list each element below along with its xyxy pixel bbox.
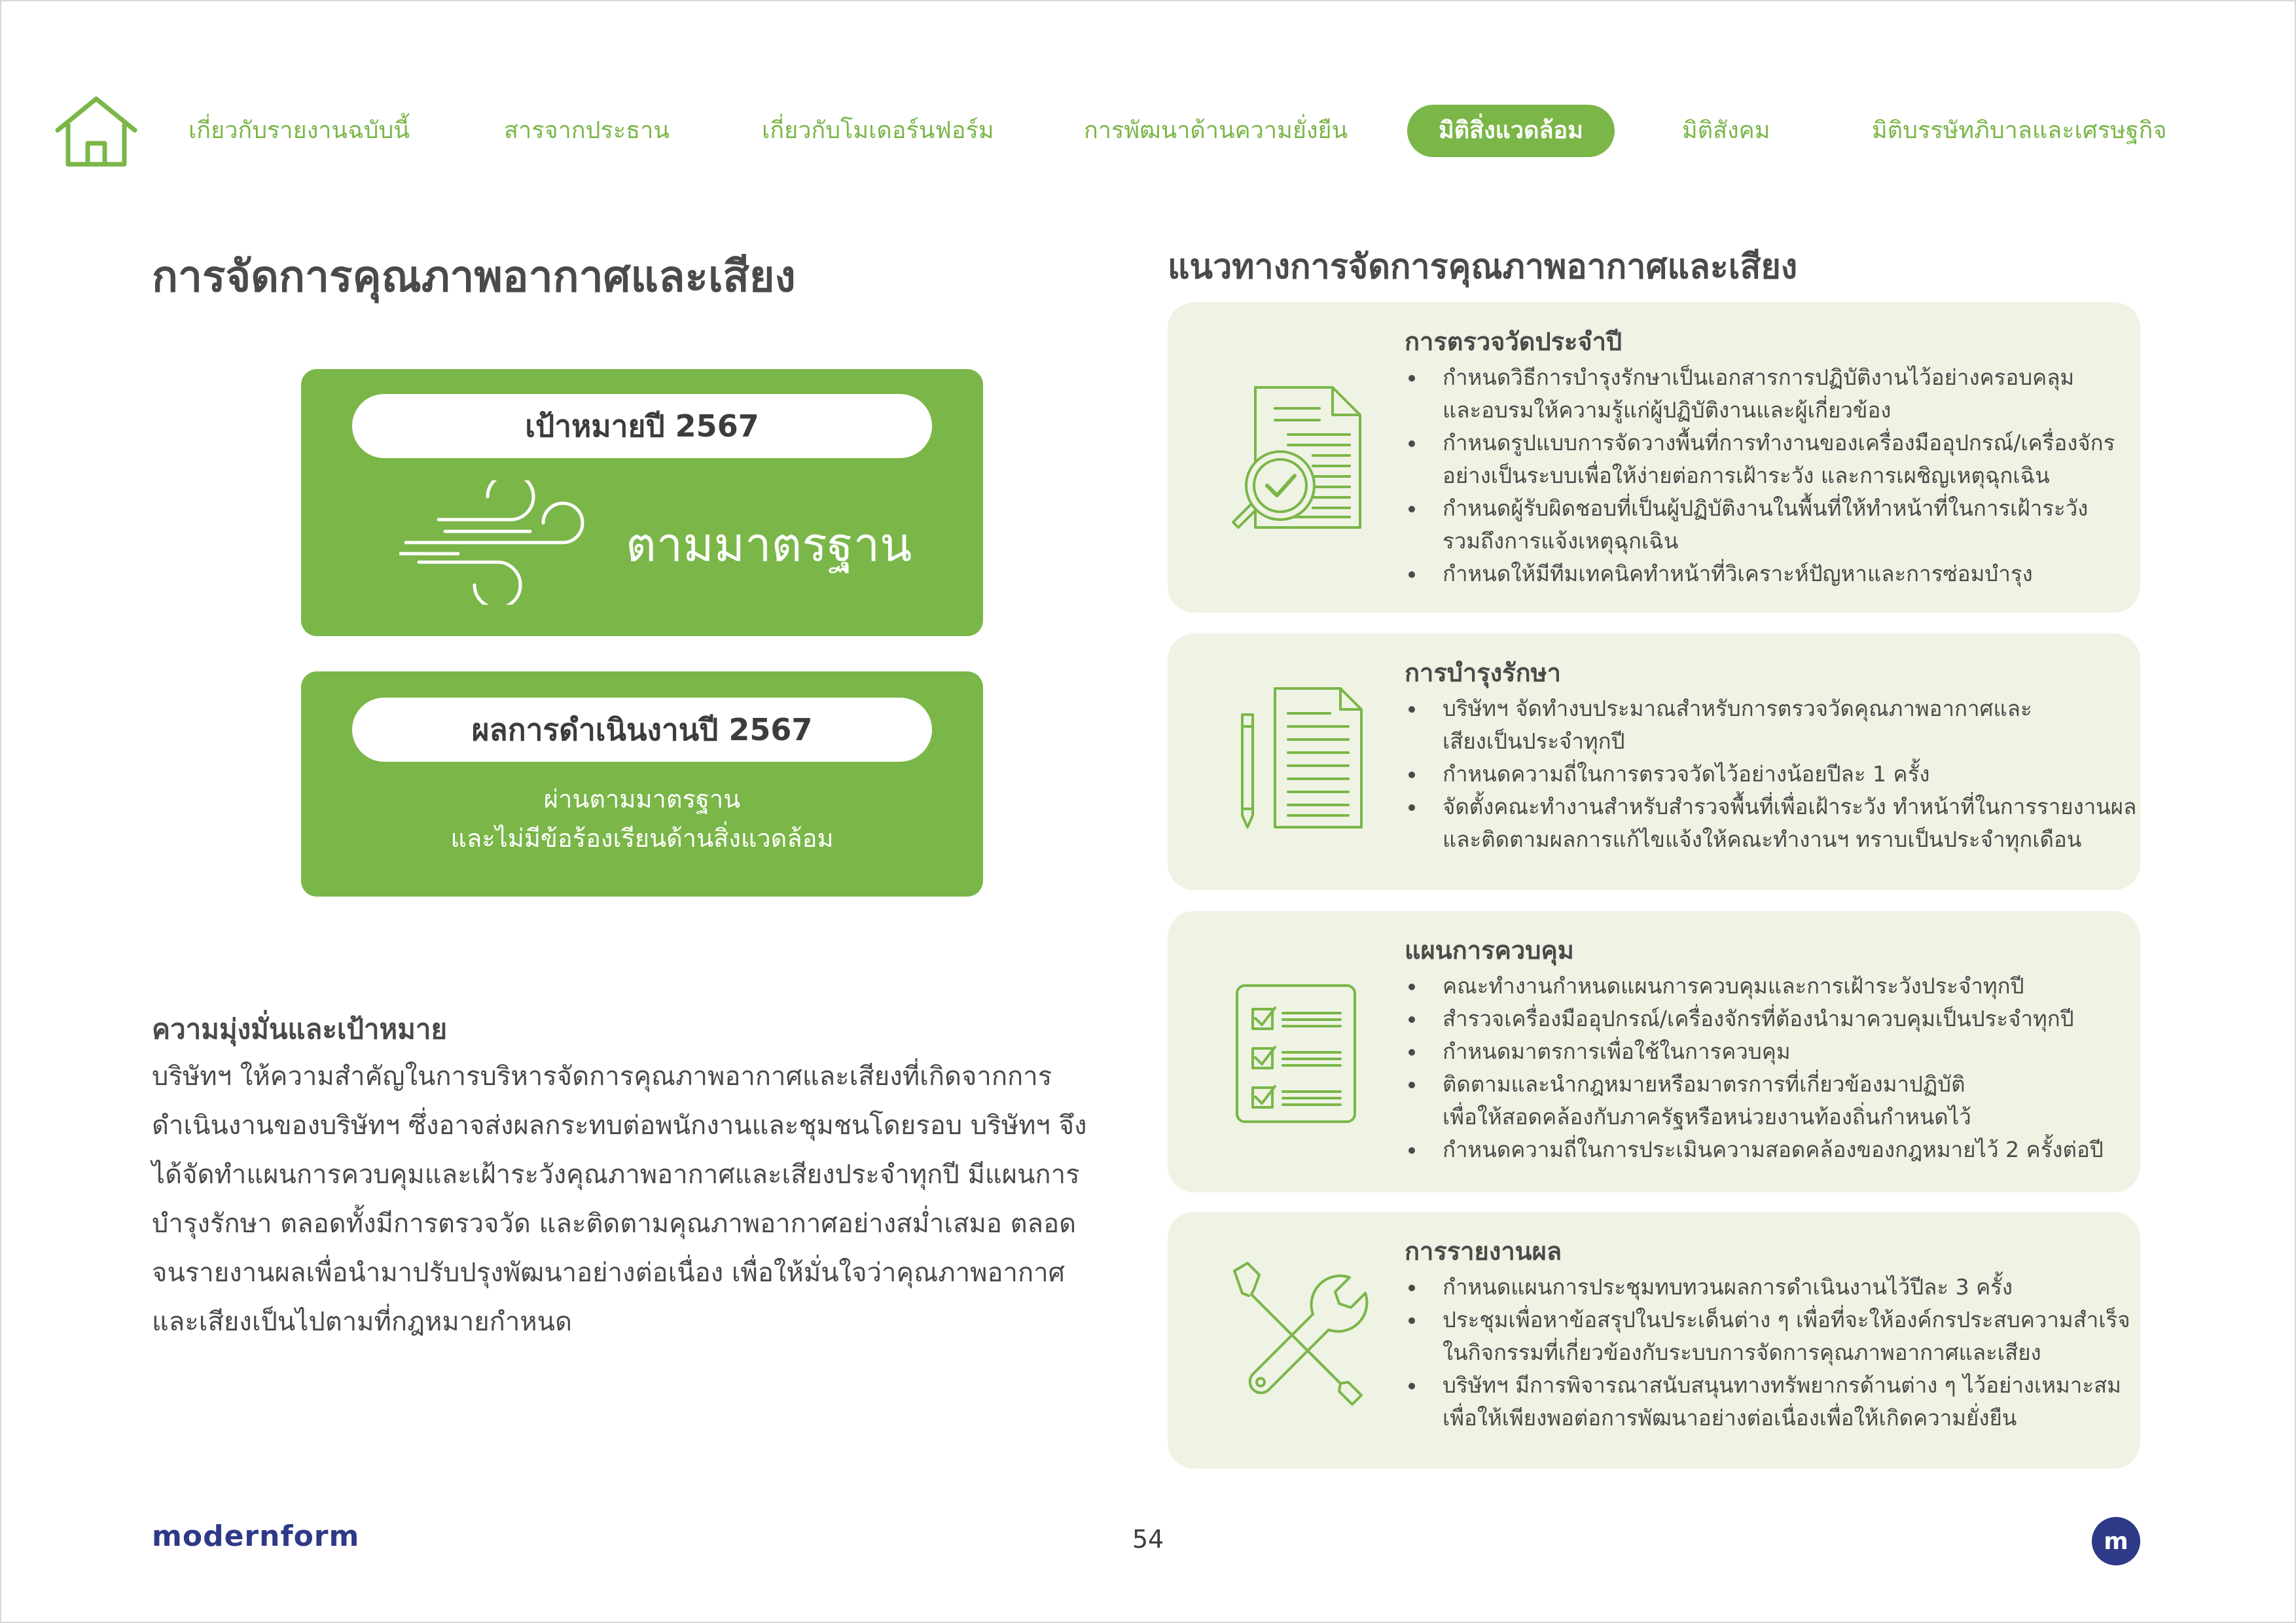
nav-item-environment[interactable]: มิติสิ่งแวดล้อม xyxy=(1407,105,1615,157)
guide-bullet: คณะทำงานกำหนดแผนการควบคุมและการเฝ้าระวังประจำทุกปี xyxy=(1405,970,2104,1003)
guide-bullet: กำหนดความถี่ในการประเมินความสอดคล้องของกฎหมายไว้ 2 ครั้งต่อปี xyxy=(1405,1133,2104,1166)
guidelines-title: แนวทางการจัดการคุณภาพอากาศและเสียง xyxy=(1168,247,1798,287)
commitment-line: ได้จัดทำแผนการควบคุมและเฝ้าระวังคุณภาพอากาศและเสียงประจำทุกปี มีแผนการ xyxy=(152,1160,1080,1190)
guide-card-annual-measurement xyxy=(1168,302,2140,613)
result-card xyxy=(301,671,983,897)
target-card xyxy=(301,369,983,636)
guide-heading: การตรวจวัดประจำปี xyxy=(1405,327,1623,356)
top-navigation xyxy=(0,105,2296,157)
guide-heading: แผนการควบคุม xyxy=(1405,936,1574,965)
guide-bullet: กำหนดวิธีการบำรุงรักษาเป็นเอกสารการปฏิบัติงานไว้อย่างครอบคลุม และอบรมให้ความรู้แก่ผู้ปฏิบัติงานและผู้เกี่ยวข้อง xyxy=(1405,361,2115,427)
tools-icon xyxy=(1215,1258,1372,1415)
logo-glyph: m xyxy=(2104,1528,2128,1555)
commitment-line: และเสียงเป็นไปตามที่กฎหมายกำหนด xyxy=(152,1307,572,1337)
guide-heading: การบำรุงรักษา xyxy=(1405,658,1561,687)
page-title: การจัดการคุณภาพอากาศและเสียง xyxy=(152,251,796,302)
checklist-icon xyxy=(1215,970,1372,1127)
target-value: ตามมาตรฐาน xyxy=(626,517,912,572)
guide-bullet: กำหนดความถี่ในการตรวจวัดไว้อย่างน้อยปีละ 1 ครั้ง xyxy=(1405,758,2136,791)
guide-bullet: กำหนดแผนการประชุมทบทวนผลการดำเนินงานไว้ปีละ 3 ครั้ง xyxy=(1405,1271,2130,1304)
guide-bullet: ประชุมเพื่อหาข้อสรุปในประเด็นต่าง ๆ เพื่อที่จะให้องค์กรประสบความสำเร็จ ในกิจกรรมที่เกี่ยวข้องกับระบบการจัดการคุณภาพอากาศและเสียง xyxy=(1405,1304,2130,1369)
guide-content xyxy=(1405,653,2136,856)
guide-bullet: กำหนดรูปแบบการจัดวางพื้นที่การทำงานของเครื่องมืออุปกรณ์/เครื่องจักร อย่างเป็นระบบเพื่อให้ง่ายต่อการเฝ้าระวัง และการเผชิญเหตุฉุกเฉิน xyxy=(1405,427,2115,492)
guide-card-control-plan xyxy=(1168,911,2140,1192)
guide-list xyxy=(1405,1271,2130,1435)
nav-item-about-report[interactable]: เกี่ยวกับรายงานฉบับนี้ xyxy=(188,117,410,144)
brand-logo-text: modernform xyxy=(152,1520,360,1553)
guide-list xyxy=(1405,361,2115,590)
result-line-2: และไม่มีข้อร้องเรียนด้านสิ่งแวดล้อม xyxy=(450,824,834,853)
guide-card-reporting xyxy=(1168,1212,2140,1469)
commitment-line: บำรุงรักษา ตลอดทั้งมีการตรวจวัด และติดตามคุณภาพอากาศอย่างสม่ำเสมอ ตลอด xyxy=(152,1209,1077,1239)
result-card-label: ผลการดำเนินงานปี 2567 xyxy=(352,698,932,762)
guide-bullet: กำหนดผู้รับผิดชอบที่เป็นผู้ปฏิบัติงานในพื้นที่ให้ทำหน้าที่ในการเฝ้าระวัง รวมถึงการแจ้งเหตุฉุกเฉิน xyxy=(1405,492,2115,558)
guide-bullet: บริษัทฯ จัดทำงบประมาณสำหรับการตรวจวัดคุณภาพอากาศและ เสียงเป็นประจำทุกปี xyxy=(1405,692,2136,758)
guide-bullet: บริษัทฯ มีการพิจารณาสนับสนุนทางทรัพยากรด้านต่าง ๆ ไว้อย่างเหมาะสม เพื่อให้เพียงพอต่อการพัฒนาอย่างต่อเนื่องเพื่อให้เกิดความยั่งยืน xyxy=(1405,1369,2130,1435)
nav-item-social[interactable]: มิติสังคม xyxy=(1682,117,1770,144)
nav-item-about-modernform[interactable]: เกี่ยวกับโมเดอร์นฟอร์ม xyxy=(762,117,994,144)
page-number: 54 xyxy=(1132,1525,1164,1554)
nav-item-chairman-message[interactable]: สารจากประธาน xyxy=(504,117,670,144)
commitment-line: ดำเนินงานของบริษัทฯ ซึ่งอาจส่งผลกระทบต่อพนักงานและชุมชนโดยรอบ บริษัทฯ จึง xyxy=(152,1111,1087,1141)
guide-heading: การรายงานผล xyxy=(1405,1237,1562,1266)
wind-icon xyxy=(399,480,596,605)
nav-item-governance-economy[interactable]: มิติบรรษัทภิบาลและเศรษฐกิจ xyxy=(1872,117,2167,144)
guide-bullet: จัดตั้งคณะทำงานสำหรับสำรวจพื้นที่เพื่อเฝ้าระวัง ทำหน้าที่ในการรายงานผล และติดตามผลการแก้ไขแจ้งให้คณะทำงานฯ ทราบเป็นประจำทุกเดือน xyxy=(1405,791,2136,856)
guide-content xyxy=(1405,1232,2130,1435)
guide-bullet: ติดตามและนำกฎหมายหรือมาตรการที่เกี่ยวข้องมาปฏิบัติ เพื่อให้สอดคล้องกับภาครัฐหรือหน่วยงานท้องถิ่นกำหนดไว้ xyxy=(1405,1068,2104,1133)
target-card-label: เป้าหมายปี 2567 xyxy=(352,394,932,458)
guide-card-maintenance xyxy=(1168,633,2140,890)
guide-bullet: สำรวจเครื่องมืออุปกรณ์/เครื่องจักรที่ต้องนำมาควบคุมเป็นประจำทุกปี xyxy=(1405,1003,2104,1035)
result-line-1: ผ่านตามมาตรฐาน xyxy=(543,785,741,813)
guide-list xyxy=(1405,970,2104,1166)
commitment-paragraph xyxy=(152,1052,1134,1347)
commitment-line: จนรายงานผลเพื่อนำมาปรับปรุงพัฒนาอย่างต่อเนื่อง เพื่อให้มั่นใจว่าคุณภาพอากาศ xyxy=(152,1258,1066,1288)
commitment-line: บริษัทฯ ให้ความสำคัญในการบริหารจัดการคุณภาพอากาศและเสียงที่เกิดจากการ xyxy=(152,1061,1052,1092)
document-pencil-icon xyxy=(1215,681,1372,838)
guide-content xyxy=(1405,322,2115,590)
guide-list xyxy=(1405,692,2136,856)
guide-bullet: กำหนดให้มีทีมเทคนิคทำหน้าที่วิเคราะห์ปัญหาและการซ่อมบำรุง xyxy=(1405,558,2115,590)
nav-item-sustainability-development[interactable]: การพัฒนาด้านความยั่งยืน xyxy=(1084,117,1348,144)
guide-bullet: กำหนดมาตรการเพื่อใช้ในการควบคุม xyxy=(1405,1035,2104,1068)
modernform-logo-icon[interactable] xyxy=(2092,1517,2140,1565)
commitment-heading: ความมุ่งมั่นและเป้าหมาย xyxy=(152,1013,448,1045)
guide-content xyxy=(1405,931,2104,1166)
document-check-icon xyxy=(1215,382,1372,539)
